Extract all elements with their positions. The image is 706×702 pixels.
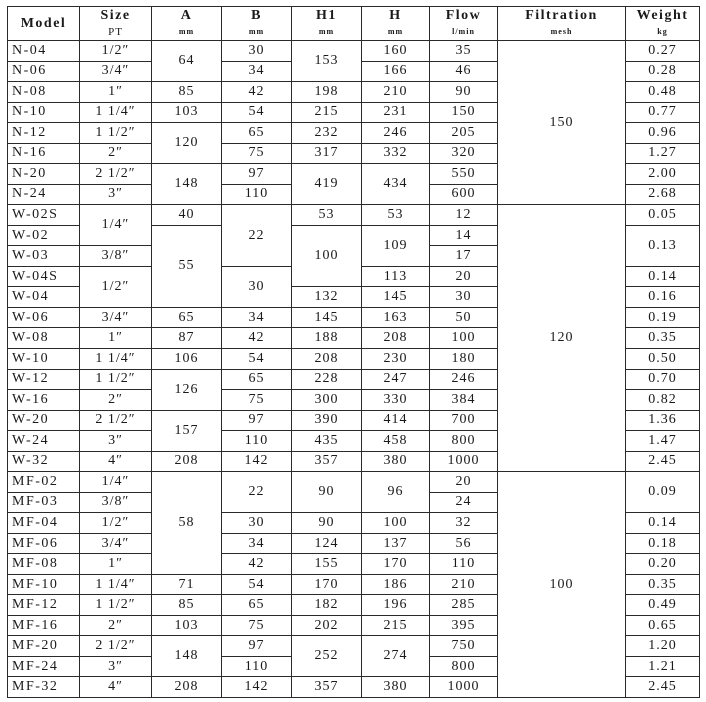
- cell-a: 103: [152, 102, 222, 123]
- cell-h: 434: [362, 164, 430, 205]
- cell-h: 274: [362, 636, 430, 677]
- cell-h: 186: [362, 574, 430, 595]
- cell-model: N-04: [8, 41, 80, 62]
- cell-a: 148: [152, 164, 222, 205]
- cell-b: 65: [222, 369, 292, 390]
- cell-flow: 110: [430, 554, 498, 575]
- cell-h1: 317: [292, 143, 362, 164]
- cell-flow: 395: [430, 615, 498, 636]
- header-cell-size: Size PT: [80, 7, 152, 41]
- cell-flow: 210: [430, 574, 498, 595]
- cell-weight: 0.05: [626, 205, 700, 226]
- table-row: [8, 205, 700, 226]
- cell-flow: 1000: [430, 451, 498, 472]
- cell-b: 34: [222, 307, 292, 328]
- cell-b: 75: [222, 390, 292, 411]
- cell-h: 215: [362, 615, 430, 636]
- cell-b: 42: [222, 82, 292, 103]
- cell-flow: 30: [430, 287, 498, 308]
- cell-flow: 50: [430, 307, 498, 328]
- spec-table: [7, 6, 700, 698]
- cell-size: 1″: [80, 328, 152, 349]
- cell-flow: 550: [430, 164, 498, 185]
- cell-h1: 182: [292, 595, 362, 616]
- cell-weight: 1.36: [626, 410, 700, 431]
- cell-b: 54: [222, 348, 292, 369]
- cell-model: MF-06: [8, 533, 80, 554]
- cell-size: 3/4″: [80, 307, 152, 328]
- cell-h: 247: [362, 369, 430, 390]
- cell-model: W-16: [8, 390, 80, 411]
- cell-size: 3/4″: [80, 61, 152, 82]
- cell-weight: 0.14: [626, 513, 700, 534]
- cell-weight: 1.20: [626, 636, 700, 657]
- cell-h: 210: [362, 82, 430, 103]
- cell-filtration: 150: [498, 41, 626, 205]
- cell-flow: 600: [430, 184, 498, 205]
- cell-a: 64: [152, 41, 222, 82]
- cell-h1: 53: [292, 205, 362, 226]
- cell-weight: 1.47: [626, 431, 700, 452]
- cell-h1: 90: [292, 472, 362, 513]
- cell-weight: 0.50: [626, 348, 700, 369]
- cell-flow: 56: [430, 533, 498, 554]
- cell-b: 110: [222, 184, 292, 205]
- cell-weight: 0.20: [626, 554, 700, 575]
- cell-model: W-32: [8, 451, 80, 472]
- cell-model: W-06: [8, 307, 80, 328]
- cell-flow: 750: [430, 636, 498, 657]
- cell-a: 126: [152, 369, 222, 410]
- cell-a: 157: [152, 410, 222, 451]
- cell-size: 3″: [80, 656, 152, 677]
- cell-a: 85: [152, 595, 222, 616]
- cell-h1: 188: [292, 328, 362, 349]
- cell-h1: 170: [292, 574, 362, 595]
- cell-model: N-08: [8, 82, 80, 103]
- cell-model: W-08: [8, 328, 80, 349]
- cell-model: MF-03: [8, 492, 80, 513]
- cell-b: 142: [222, 451, 292, 472]
- header-cell-h: H mm: [362, 7, 430, 41]
- cell-h1: 357: [292, 451, 362, 472]
- cell-h: 230: [362, 348, 430, 369]
- cell-model: MF-20: [8, 636, 80, 657]
- cell-model: W-20: [8, 410, 80, 431]
- cell-h1: 100: [292, 225, 362, 287]
- cell-flow: 1000: [430, 677, 498, 698]
- cell-h1: 232: [292, 123, 362, 144]
- cell-model: N-16: [8, 143, 80, 164]
- cell-flow: 32: [430, 513, 498, 534]
- cell-a: 71: [152, 574, 222, 595]
- cell-model: W-04S: [8, 266, 80, 287]
- header-cell-a: A mm: [152, 7, 222, 41]
- cell-flow: 285: [430, 595, 498, 616]
- cell-h1: 300: [292, 390, 362, 411]
- cell-h1: 153: [292, 41, 362, 82]
- cell-weight: 0.65: [626, 615, 700, 636]
- cell-h1: 208: [292, 348, 362, 369]
- cell-h: 137: [362, 533, 430, 554]
- cell-weight: 0.82: [626, 390, 700, 411]
- cell-size: 4″: [80, 451, 152, 472]
- cell-h: 196: [362, 595, 430, 616]
- cell-b: 30: [222, 266, 292, 307]
- cell-weight: 2.45: [626, 451, 700, 472]
- cell-h: 208: [362, 328, 430, 349]
- cell-weight: 0.77: [626, 102, 700, 123]
- cell-size: 2″: [80, 143, 152, 164]
- cell-flow: 180: [430, 348, 498, 369]
- cell-h1: 155: [292, 554, 362, 575]
- cell-a: 58: [152, 472, 222, 575]
- cell-size: 4″: [80, 677, 152, 698]
- cell-size: 3/4″: [80, 533, 152, 554]
- cell-b: 65: [222, 123, 292, 144]
- cell-h: 458: [362, 431, 430, 452]
- cell-model: W-12: [8, 369, 80, 390]
- cell-h1: 215: [292, 102, 362, 123]
- cell-model: W-02: [8, 225, 80, 246]
- cell-h1: 202: [292, 615, 362, 636]
- cell-h: 96: [362, 472, 430, 513]
- cell-size: 1″: [80, 82, 152, 103]
- cell-h: 160: [362, 41, 430, 62]
- cell-h: 100: [362, 513, 430, 534]
- cell-h1: 124: [292, 533, 362, 554]
- cell-a: 85: [152, 82, 222, 103]
- cell-a: 103: [152, 615, 222, 636]
- cell-b: 30: [222, 513, 292, 534]
- cell-h1: 228: [292, 369, 362, 390]
- cell-size: 1 1/4″: [80, 348, 152, 369]
- cell-size: 2 1/2″: [80, 164, 152, 185]
- cell-a: 87: [152, 328, 222, 349]
- cell-flow: 320: [430, 143, 498, 164]
- cell-a: 208: [152, 451, 222, 472]
- cell-model: N-24: [8, 184, 80, 205]
- cell-flow: 12: [430, 205, 498, 226]
- cell-h1: 145: [292, 307, 362, 328]
- cell-h: 246: [362, 123, 430, 144]
- cell-filtration: 100: [498, 472, 626, 698]
- cell-weight: 0.27: [626, 41, 700, 62]
- cell-b: 22: [222, 472, 292, 513]
- header-cell-weight: Weight kg: [626, 7, 700, 41]
- cell-h1: 90: [292, 513, 362, 534]
- cell-h: 53: [362, 205, 430, 226]
- cell-size: 1 1/2″: [80, 369, 152, 390]
- cell-model: W-03: [8, 246, 80, 267]
- cell-h: 145: [362, 287, 430, 308]
- cell-h: 330: [362, 390, 430, 411]
- cell-weight: 0.19: [626, 307, 700, 328]
- cell-b: 65: [222, 595, 292, 616]
- cell-h: 414: [362, 410, 430, 431]
- cell-weight: 1.21: [626, 656, 700, 677]
- cell-weight: 0.14: [626, 266, 700, 287]
- cell-h1: 252: [292, 636, 362, 677]
- cell-weight: 0.18: [626, 533, 700, 554]
- cell-model: W-02S: [8, 205, 80, 226]
- cell-h: 170: [362, 554, 430, 575]
- spec-table-body: [8, 41, 700, 698]
- header-cell-h1: H1 mm: [292, 7, 362, 41]
- cell-weight: 1.27: [626, 143, 700, 164]
- cell-size: 1″: [80, 554, 152, 575]
- cell-weight: 2.00: [626, 164, 700, 185]
- cell-b: 42: [222, 328, 292, 349]
- cell-weight: 0.35: [626, 328, 700, 349]
- cell-size: 3″: [80, 431, 152, 452]
- cell-flow: 14: [430, 225, 498, 246]
- cell-model: W-10: [8, 348, 80, 369]
- table-row: [8, 41, 700, 62]
- cell-flow: 24: [430, 492, 498, 513]
- cell-flow: 17: [430, 246, 498, 267]
- cell-size: 1/2″: [80, 41, 152, 62]
- cell-size: 1 1/2″: [80, 123, 152, 144]
- cell-flow: 90: [430, 82, 498, 103]
- cell-model: N-10: [8, 102, 80, 123]
- cell-flow: 800: [430, 431, 498, 452]
- cell-weight: 0.70: [626, 369, 700, 390]
- cell-weight: 0.09: [626, 472, 700, 513]
- cell-size: 2 1/2″: [80, 410, 152, 431]
- cell-size: 1/4″: [80, 472, 152, 493]
- cell-h1: 132: [292, 287, 362, 308]
- header-cell-flow: Flow l/min: [430, 7, 498, 41]
- cell-size: 2 1/2″: [80, 636, 152, 657]
- cell-size: 3″: [80, 184, 152, 205]
- cell-b: 97: [222, 164, 292, 185]
- cell-model: MF-10: [8, 574, 80, 595]
- cell-b: 54: [222, 574, 292, 595]
- cell-h1: 435: [292, 431, 362, 452]
- cell-flow: 246: [430, 369, 498, 390]
- cell-b: 34: [222, 533, 292, 554]
- cell-h: 380: [362, 677, 430, 698]
- cell-size: 1/4″: [80, 205, 152, 246]
- cell-size: 3/8″: [80, 246, 152, 267]
- cell-weight: 0.35: [626, 574, 700, 595]
- cell-h: 332: [362, 143, 430, 164]
- cell-model: MF-08: [8, 554, 80, 575]
- cell-b: 34: [222, 61, 292, 82]
- cell-flow: 800: [430, 656, 498, 677]
- cell-flow: 100: [430, 328, 498, 349]
- cell-h: 166: [362, 61, 430, 82]
- cell-b: 75: [222, 615, 292, 636]
- cell-h1: 390: [292, 410, 362, 431]
- cell-h1: 357: [292, 677, 362, 698]
- cell-flow: 700: [430, 410, 498, 431]
- cell-a: 55: [152, 225, 222, 307]
- header-cell-model: Model: [8, 7, 80, 41]
- cell-size: 3/8″: [80, 492, 152, 513]
- cell-flow: 20: [430, 472, 498, 493]
- cell-flow: 150: [430, 102, 498, 123]
- cell-b: 75: [222, 143, 292, 164]
- header-cell-filtration: Filtration mesh: [498, 7, 626, 41]
- cell-a: 120: [152, 123, 222, 164]
- cell-h: 231: [362, 102, 430, 123]
- cell-size: 1 1/4″: [80, 102, 152, 123]
- cell-model: MF-02: [8, 472, 80, 493]
- cell-b: 97: [222, 636, 292, 657]
- cell-b: 42: [222, 554, 292, 575]
- cell-a: 106: [152, 348, 222, 369]
- cell-flow: 46: [430, 61, 498, 82]
- cell-model: MF-32: [8, 677, 80, 698]
- cell-model: MF-04: [8, 513, 80, 534]
- cell-h: 113: [362, 266, 430, 287]
- cell-model: N-12: [8, 123, 80, 144]
- cell-model: W-04: [8, 287, 80, 308]
- cell-h1: 419: [292, 164, 362, 205]
- cell-model: MF-24: [8, 656, 80, 677]
- cell-size: 1/2″: [80, 266, 152, 307]
- cell-filtration: 120: [498, 205, 626, 472]
- cell-b: 22: [222, 205, 292, 267]
- cell-weight: 0.16: [626, 287, 700, 308]
- cell-h: 163: [362, 307, 430, 328]
- cell-a: 208: [152, 677, 222, 698]
- header-cell-b: B mm: [222, 7, 292, 41]
- cell-model: N-06: [8, 61, 80, 82]
- cell-b: 97: [222, 410, 292, 431]
- cell-b: 110: [222, 431, 292, 452]
- cell-weight: 2.45: [626, 677, 700, 698]
- cell-h1: 198: [292, 82, 362, 103]
- cell-flow: 20: [430, 266, 498, 287]
- cell-b: 110: [222, 656, 292, 677]
- cell-weight: 0.48: [626, 82, 700, 103]
- cell-b: 142: [222, 677, 292, 698]
- cell-a: 40: [152, 205, 222, 226]
- table-row: [8, 472, 700, 493]
- cell-model: MF-16: [8, 615, 80, 636]
- cell-flow: 384: [430, 390, 498, 411]
- cell-b: 54: [222, 102, 292, 123]
- cell-weight: 2.68: [626, 184, 700, 205]
- cell-flow: 35: [430, 41, 498, 62]
- cell-weight: 0.28: [626, 61, 700, 82]
- header-row: [8, 7, 700, 41]
- cell-b: 30: [222, 41, 292, 62]
- cell-a: 65: [152, 307, 222, 328]
- cell-h: 380: [362, 451, 430, 472]
- cell-model: MF-12: [8, 595, 80, 616]
- cell-model: N-20: [8, 164, 80, 185]
- cell-size: 2″: [80, 390, 152, 411]
- cell-h: 109: [362, 225, 430, 266]
- cell-size: 1 1/2″: [80, 595, 152, 616]
- cell-size: 1 1/4″: [80, 574, 152, 595]
- cell-size: 1/2″: [80, 513, 152, 534]
- cell-flow: 205: [430, 123, 498, 144]
- cell-weight: 0.96: [626, 123, 700, 144]
- cell-model: W-24: [8, 431, 80, 452]
- cell-a: 148: [152, 636, 222, 677]
- cell-weight: 0.13: [626, 225, 700, 266]
- cell-size: 2″: [80, 615, 152, 636]
- cell-weight: 0.49: [626, 595, 700, 616]
